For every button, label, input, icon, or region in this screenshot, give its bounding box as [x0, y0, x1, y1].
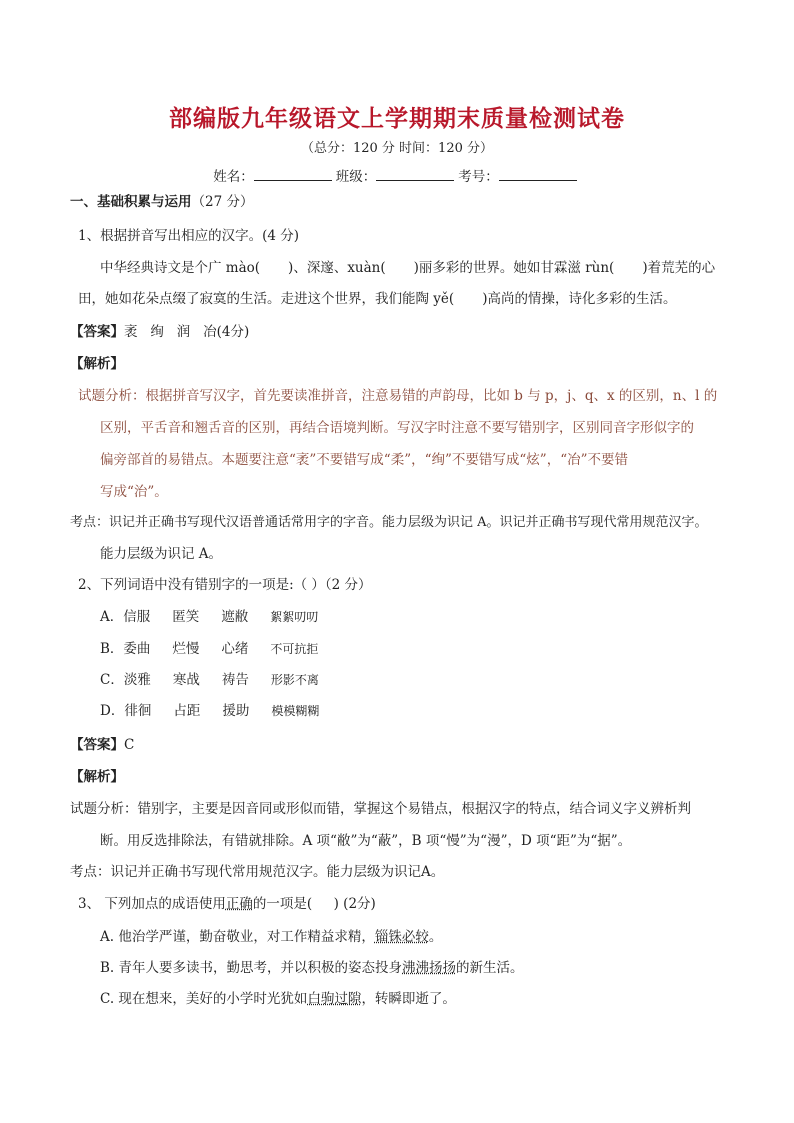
section-points: （27 分） — [191, 194, 254, 210]
q3-dotted-idiom: 白驹过隙 — [307, 991, 362, 1007]
q1-text: 中华经典诗文是个广 mào( — [100, 260, 261, 276]
q1-analysis-line-3: 偏旁部首的易错点。本题要注意“袤”不要错写成“柔”，“绚”不要错写成“炫”，“冶”不要错 — [100, 452, 629, 468]
option-letter: A． — [100, 609, 124, 625]
analysis-label: 【解析】 — [70, 769, 124, 785]
answer-text: C — [124, 737, 135, 753]
q3-option-b — [100, 959, 524, 977]
q1-text: )高尚的情操，诗化多彩的生活。 — [482, 291, 677, 307]
option-word: 形影不离 — [270, 673, 319, 687]
q1-kaodian-line-2: 能力层级为识记 A。 — [100, 546, 223, 562]
name-blank — [254, 168, 332, 181]
q2-analysis-label — [70, 768, 124, 786]
q3-text: 。 — [428, 929, 443, 945]
q1-stem: 1、根据拼音写出相应的汉字。(4 分) — [78, 228, 300, 244]
option-word: 不可抗拒 — [270, 642, 319, 656]
q1-text: )着荒芜的心 — [642, 260, 716, 276]
q3-text: 的新生活。 — [456, 960, 524, 976]
analysis-label: 【解析】 — [70, 356, 124, 372]
q3-option-c — [100, 990, 456, 1008]
name-label: 姓名： — [213, 169, 254, 185]
option-letter: B． — [100, 641, 124, 657]
q3-stem — [78, 895, 376, 913]
option-word: 模模糊糊 — [271, 704, 320, 718]
q2-option-a — [100, 608, 318, 626]
answer-text: 袤 绚 润 冶(4分) — [124, 324, 250, 340]
q1-text: )、深邃、xuàn( — [288, 260, 386, 276]
q1-text: )丽多彩的世界。她如甘霖滋 rùn( — [413, 260, 615, 276]
q1-text: 田，她如花朵点缀了寂寞的生活。走进这个世界，我们能陶 yě( — [78, 291, 455, 307]
option-word: 信服 — [123, 609, 151, 625]
q2-option-b — [100, 640, 318, 658]
class-label: 班级： — [335, 169, 377, 185]
q3-text: ，转瞬即逝了。 — [361, 991, 456, 1007]
student-info-line — [0, 165, 794, 185]
option-word: 淡雅 — [123, 672, 151, 688]
option-word: 委曲 — [123, 641, 151, 657]
option-letter: C． — [100, 672, 124, 688]
q3-dotted-text: 正确 — [225, 896, 253, 912]
q1-answer — [70, 323, 249, 341]
q3-text: 3、 下列加点的成语使用 — [78, 896, 226, 912]
q1-passage-line-2 — [78, 290, 676, 308]
option-word: 匿笑 — [172, 609, 200, 625]
option-word: 心绪 — [221, 641, 249, 657]
page-title: 部编版九年级语文上学期期末质量检测试卷 — [169, 106, 625, 132]
option-word: 占距 — [173, 703, 201, 719]
section-heading — [70, 193, 253, 211]
option-word: 祷告 — [221, 672, 249, 688]
q1-analysis-line-1: 试题分析：根据拼音写汉字，首先要读准拼音，注意易错的声韵母，比如 b 与 p，j、q、x 的区别，n、l 的 — [78, 388, 718, 404]
exam-no-label: 考号： — [458, 169, 499, 185]
option-word: 援助 — [222, 703, 250, 719]
q3-dotted-idiom: 沸沸扬扬 — [402, 960, 457, 976]
answer-label: 【答案】 — [70, 737, 124, 753]
score-time-line: （总分：120 分 时间：120 分） — [300, 141, 494, 156]
q3-text: C. 现在想来，美好的小学时光犹如 — [100, 991, 308, 1007]
q1-analysis-line-2: 区别，平舌音和翘舌音的区别，再结合语境判断。写汉字时注意不要写错别字，区别同音字形似字的 — [100, 420, 694, 436]
q3-text: 的一项是( ) (2分) — [252, 896, 376, 912]
q2-stem: 2、下列词语中没有错别字的一项是:（ ）（2 分） — [78, 577, 372, 593]
q2-option-c — [100, 671, 319, 689]
q2-analysis-line-1: 试题分析：错别字，主要是因音同或形似而错，掌握这个易错点，根据汉字的特点，结合词义字义辨析判 — [70, 801, 691, 817]
q2-option-d — [100, 702, 319, 720]
q2-analysis-line-2: 断。用反选排除法，有错就排除。A 项“敝”为“蔽”，B 项“慢”为“漫”，D 项“距”为“据”。 — [100, 833, 632, 849]
q1-kaodian-line-1: 考点：识记并正确书写现代汉语普通话常用字的字音。能力层级为识记 A。识记并正确书写现代常用规范汉字。 — [70, 515, 708, 530]
q3-text: B. 青年人要多读书，勤思考，并以积极的姿态投身 — [100, 960, 403, 976]
option-word: 遮敝 — [221, 609, 249, 625]
q2-kaodian: 考点：识记并正确书写现代常用规范汉字。能力层级为识记A。 — [70, 864, 445, 880]
q1-analysis-label — [70, 355, 124, 373]
option-word: 寒战 — [172, 672, 200, 688]
option-word: 徘徊 — [124, 703, 152, 719]
option-word: 烂慢 — [172, 641, 200, 657]
option-letter: D． — [100, 703, 125, 719]
q3-text: A. 他治学严谨，勤奋敬业，对工作精益求精， — [100, 929, 375, 945]
q2-answer — [70, 736, 134, 754]
option-word: 絮絮叨叨 — [270, 610, 319, 624]
q1-analysis-line-4: 写成“治”。 — [100, 484, 168, 500]
class-blank — [376, 168, 454, 181]
q3-option-a — [100, 928, 442, 946]
q1-passage-line-1 — [100, 259, 715, 277]
answer-label: 【答案】 — [70, 324, 124, 340]
section-title: 一、基础积累与运用 — [70, 194, 192, 210]
q3-dotted-idiom: 锱铢必较 — [374, 929, 429, 945]
exam-no-blank — [499, 168, 577, 181]
